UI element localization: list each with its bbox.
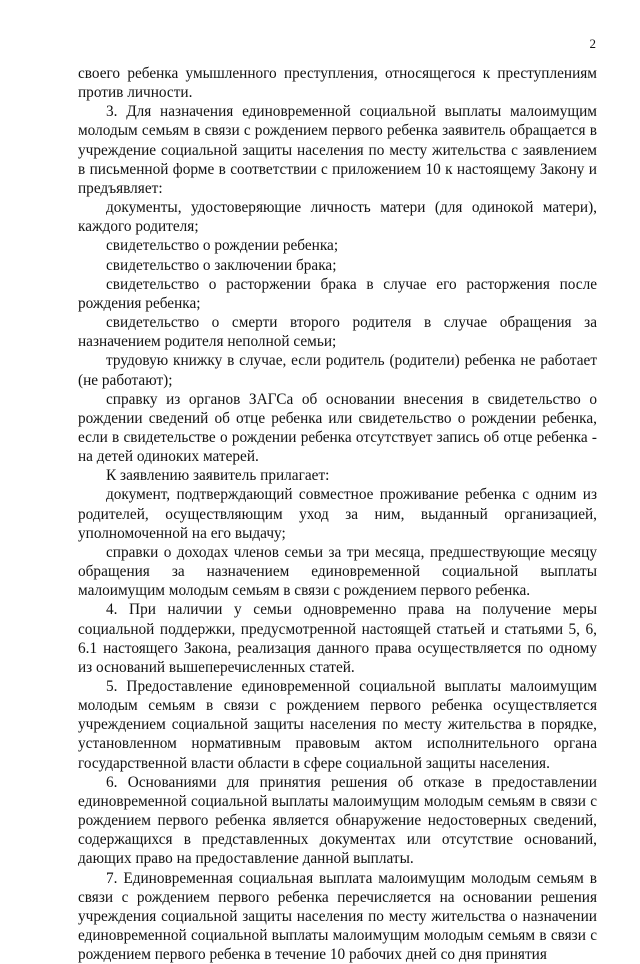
- paragraph-divorce-certificate: свидетельство о расторжении брака в случае его расторжения после рождения ребенка;: [78, 275, 597, 312]
- paragraph-income-statements: справки о доходах членов семьи за три месяца, предшествующие месяцу обращения за назначением единовременной социальной выплаты малоимущим молодым семьям в связи с рождением первого ребенка.: [78, 543, 597, 600]
- paragraph-continuation: своего ребенка умышленного преступления, относящегося к преступлениям против личности.: [78, 65, 597, 102]
- page-number: 2: [589, 36, 596, 51]
- paragraph-item-6: 6. Основаниями для принятия решения об отказе в предоставлении единовременной социальной выплаты малоимущим молодым семьям в связи с рождением первого ребенка является обнаружение недостоверных сведений, содержащихся в представленных документах или отсутствие оснований, дающих право на предоставление данной выплаты.: [78, 773, 597, 868]
- paragraph-item-4: 4. При наличии у семьи одновременно права на получение меры социальной поддержки, предусмотренной настоящей статьей и статьями 5, 6, 6.1 настоящего Закона, реализация данного права осуществляется по одному из оснований вышеперечисленных статей.: [78, 601, 597, 676]
- document-body: [78, 64, 597, 964]
- paragraph-attachments-intro: К заявлению заявитель прилагает:: [106, 467, 330, 485]
- paragraph-birth-certificate: свидетельство о рождении ребенка;: [106, 237, 339, 255]
- paragraph-death-certificate: свидетельство о смерти второго родителя в случае обращения за назначением родителя неполной семьи;: [78, 314, 597, 351]
- paragraph-item-3: 3. Для назначения единовременной социальной выплаты малоимущим молодым семьям в связи с рождением первого ребенка заявитель обращается в учреждение социальной защиты населения по месту жительства с заявлением в письменной форме в соответствии с приложением 10 к настоящему Закону и предъявляет:: [78, 103, 597, 197]
- paragraph-work-record-book: трудовую книжку в случае, если родитель (родители) ребенка не работает (не работают);: [78, 352, 597, 389]
- paragraph-marriage-certificate: свидетельство о заключении брака;: [106, 256, 337, 274]
- paragraph-item-5: 5. Предоставление единовременной социальной выплаты малоимущим молодым семьям в связи с рождением первого ребенка осуществляется учреждением социальной защиты населения по месту жительства в порядке, установленном нормативным правовым актом исполнительного органа государственной власти области в сфере социальной защиты населения.: [78, 678, 597, 772]
- paragraph-identity-documents: документы, удостоверяющие личность матери (для одинокой матери), каждого родителя;: [78, 199, 597, 236]
- paragraph-zags-certificate: справку из органов ЗАГСа об основании внесения в свидетельство о рождении сведений об отце ребенка или свидетельство о рождении ребенка, если в свидетельстве о рождении ребенка отсутствует запись об отце ребенка - на детей одиноких матерей.: [78, 390, 597, 466]
- paragraph-cohabitation-document: документ, подтверждающий совместное проживание ребенка с одним из родителей, осуществляющим уход за ним, выданный организацией, уполномоченной на его выдачу;: [78, 486, 597, 542]
- paragraph-item-7: 7. Единовременная социальная выплата малоимущим молодым семьям в связи с рождением первого ребенка перечисляется на основании решения учреждения социальной защиты населения по месту жительства о назначении единовременной социальной выплаты малоимущим молодым семьям в связи с рождением первого ребенка в течение 10 рабочих дней со дня принятия: [78, 869, 597, 964]
